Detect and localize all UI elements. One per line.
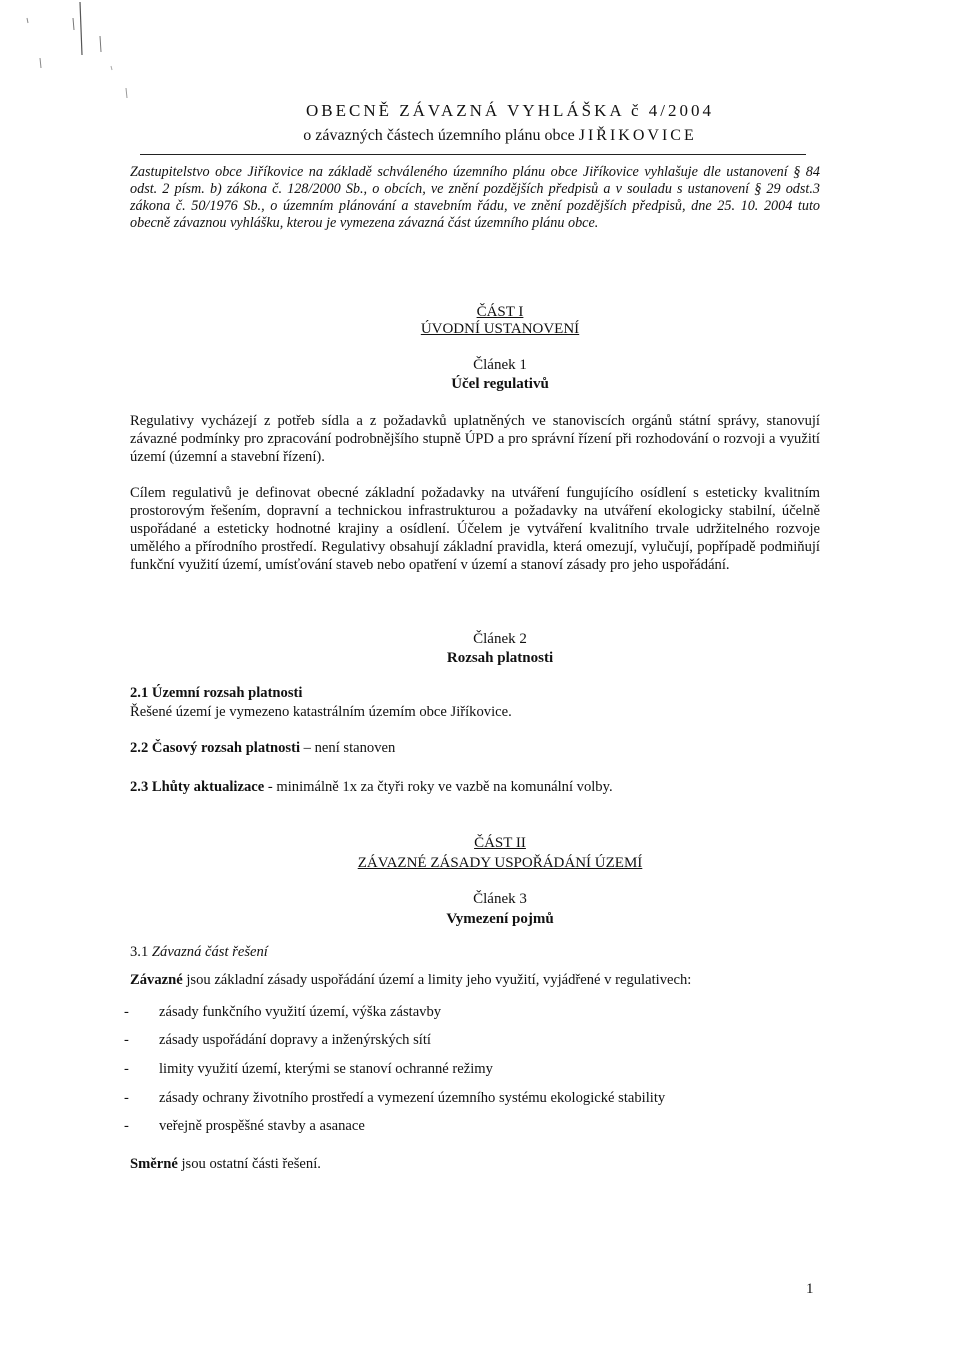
section-3-1-heading [130,944,268,961]
scan-specks [0,0,140,110]
bullet-dash: - [124,1118,129,1134]
list-item-text: zásady ochrany životního prostředí a vymezení územního systému ekologické stability [159,1090,666,1106]
page-number: 1 [806,1281,814,1297]
section-2-3-number: 2.3 [130,779,149,795]
document-subtitle [0,127,960,145]
preamble-text: Zastupitelstvo obce Jiříkovice na základě schváleného územního plánu obce Jiříkovice vyhlašuje dle ustanovení § 84 odst. 2 písm. b) zákona č. 128/2000 Sb., o obcích, ve znění pozdějších předpisů a v souladu s ustanovení § 29 odst.3 zákona č. 50/1976 Sb., o územním plánování a stavebním řádu, ve znění pozdějších předpisů, dne 25. 10. 2004 tuto obecně závaznou vyhlášku, kterou je vymezena závazná část územního plánu obce. [130,164,820,231]
section-2-2-text: – není stanoven [300,740,396,756]
guideline-outro-rest: jsou ostatní části řešení. [177,1156,321,1172]
section-2-2 [130,740,395,757]
binding-intro-bold: Závazné [130,972,183,988]
list-item-text: veřejně prospěšné stavby a asanace [159,1118,365,1134]
part2-heading: ČÁST II [474,835,526,851]
list-item [124,1118,365,1135]
binding-intro [130,972,691,989]
bullet-dash: - [124,1032,129,1048]
binding-intro-rest: jsou základní zásady uspořádání území a limity jeho využití, vyjádřené v regulativech: [182,972,692,988]
list-item [124,1032,431,1049]
bullet-dash: - [124,1004,129,1020]
list-item [124,1061,493,1078]
part1-heading: ČÁST I [476,304,524,320]
guideline-outro [130,1156,321,1173]
article3-label: Článek 3 [473,891,527,907]
guideline-outro-bold: Směrné [130,1156,178,1172]
section-2-2-title: Časový rozsah platnosti [151,740,301,756]
article1-paragraph-2: Cílem regulativů je definovat obecné základní požadavky na utváření fungujícího osídlení s esteticky kvalitním prostorovým řešením, dopravní a technickou infrastrukturou a požadavky na utváření ekologicky stabilní, účelně uspořádané a esteticky hodnotné krajiny a osídlení. Účelem je vytváření kvalitního trvale udržitelného rozvoje umělého a přírodního prostředí. Regulativy obsahují základní pravidla, která omezují, vylučují, popřípadě podmiňují funkční využití území, umísťování staveb nebo opatření v území a stanoví zásady pro jeho uspořádání. [130,485,820,573]
section-2-1-text: Řešené území je vymezeno katastrálním územím obce Jiříkovice. [130,704,512,720]
section-3-1-title: Závazná část řešení [151,944,268,960]
subtitle-obec-name: JIŘIKOVICE [578,127,697,144]
section-2-1-number: 2.1 [130,685,149,701]
subtitle-prefix: o závazných částech územního plánu obce [303,127,575,144]
list-item-text: zásady funkčního využití území, výška zástavby [159,1004,442,1020]
list-item-text: limity využití území, kterými se stanoví ochranné režimy [159,1061,493,1077]
list-item-text: zásady uspořádání dopravy a inženýrských sítí [159,1032,431,1048]
article1-label: Článek 1 [473,357,527,373]
article3-title: Vymezení pojmů [446,911,554,927]
list-item [124,1090,665,1107]
section-2-2-number: 2.2 [130,740,149,756]
header-rule [140,154,806,155]
section-2-3-text: - minimálně 1x za čtyři roky ve vazbě na komunální volby. [264,779,613,795]
article2-title: Rozsah platnosti [446,650,554,666]
article1-paragraph-1: Regulativy vycházejí z potřeb sídla a z požadavků uplatněných ve stanoviscích orgánů státní správy, stanovují závazné podmínky pro zpracování podrobnějšího stupně ÚPD a pro správní řízení při rozhodování o rozvoji a využití území (územní a stavební řízení). [130,413,820,465]
article2-label: Článek 2 [473,631,527,647]
section-2-3 [130,779,613,796]
part1-subheading: ÚVODNÍ USTANOVENÍ [420,321,580,337]
article1-title: Účel regulativů [451,376,549,392]
part2-subheading: ZÁVAZNÉ ZÁSADY USPOŘÁDÁNÍ ÚZEMÍ [357,855,643,871]
section-3-1-number: 3.1 [130,944,149,960]
section-2-3-title: Lhůty aktualizace [151,779,265,795]
bullet-dash: - [124,1061,129,1077]
document-title: OBECNĚ ZÁVAZNÁ VYHLÁŠKA č 4/2004 [306,101,714,120]
section-2-1-heading [130,685,302,702]
bullet-dash: - [124,1090,129,1106]
section-2-1-title: Územní rozsah platnosti [151,685,303,701]
list-item [124,1004,441,1021]
